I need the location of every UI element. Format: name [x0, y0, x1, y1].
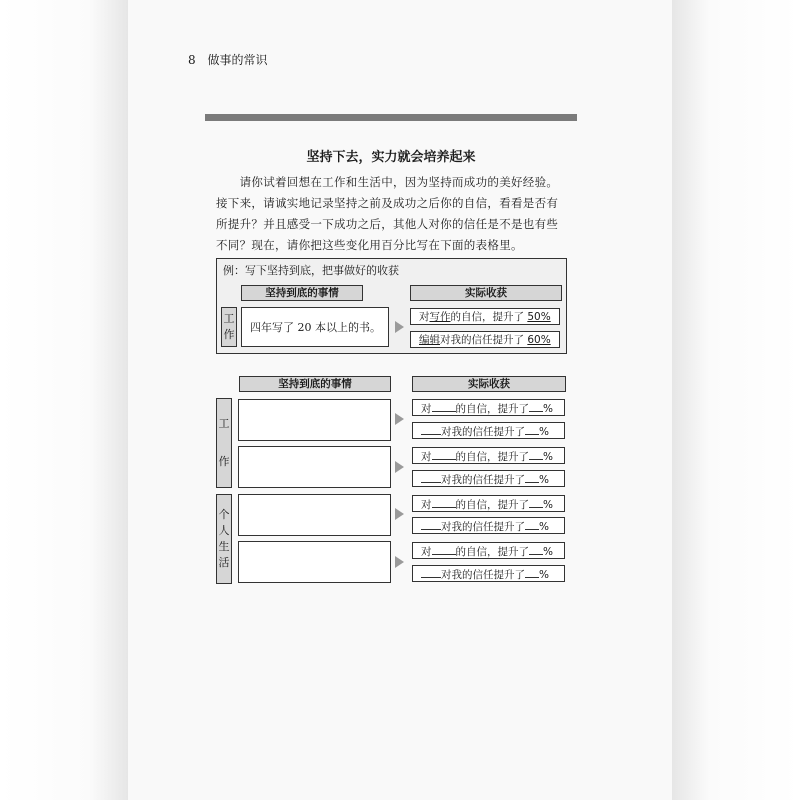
side-label-work: 工 作	[216, 398, 232, 488]
gain-confidence-line[interactable]: 对 的自信，提升了 %	[412, 495, 565, 512]
example-col1-header: 坚持到底的事情	[241, 285, 363, 301]
book-title: 做事的常识	[207, 53, 268, 67]
example-col2-header: 实际收获	[410, 285, 562, 301]
gain-trust-line[interactable]: 对我的信任提升了 %	[412, 565, 565, 582]
arrow-right-icon	[395, 461, 404, 473]
arrow-right-icon	[395, 321, 404, 333]
section-title: 坚持下去，实力就会培养起来	[306, 150, 476, 165]
example-title: 例：写下坚持到底，把事做好的收获	[223, 264, 399, 277]
intro-line: 请你试着回想在工作和生活中，因为坚持而成功的美好经验。	[216, 175, 559, 189]
intro-line: 所提升？并且感受一下成功之后，其他人对你的信任是不是也有些	[216, 217, 559, 231]
gain-confidence-line[interactable]: 对 的自信，提升了 %	[412, 542, 565, 559]
intro-line: 接下来，请诚实地记录坚持之前及成功之后你的自信，看看是否有	[216, 196, 559, 210]
arrow-right-icon	[395, 413, 404, 425]
example-gain-confidence: 对写作的自信，提升了 50%	[410, 308, 560, 325]
example-thing-box: 四年写了 20 本以上的书。	[241, 307, 389, 347]
thing-input-box[interactable]	[238, 494, 391, 536]
side-label-life: 个 人 生 活	[216, 494, 232, 584]
gain-trust-line[interactable]: 对我的信任提升了 %	[412, 470, 565, 487]
thing-input-box[interactable]	[238, 541, 391, 583]
intro-paragraph	[216, 172, 578, 256]
example-side-label: 工 作	[221, 307, 237, 347]
thing-input-box[interactable]	[238, 399, 391, 441]
form-col1-header: 坚持到底的事情	[239, 376, 391, 392]
gain-confidence-line[interactable]: 对 的自信，提升了 %	[412, 399, 565, 416]
gain-trust-line[interactable]: 对我的信任提升了 %	[412, 422, 565, 439]
example-box	[216, 258, 567, 354]
page-shadow-right	[672, 0, 800, 800]
book-page	[128, 0, 672, 800]
form-col2-header: 实际收获	[412, 376, 566, 392]
gain-trust-line[interactable]: 对我的信任提升了 %	[412, 517, 565, 534]
arrow-right-icon	[395, 508, 404, 520]
page-number: 8	[188, 53, 196, 67]
thing-input-box[interactable]	[238, 446, 391, 488]
gain-confidence-line[interactable]: 对 的自信，提升了 %	[412, 447, 565, 464]
example-gain-trust: 编辑对我的信任提升了 60%	[410, 331, 560, 348]
arrow-right-icon	[395, 556, 404, 568]
page-shadow-left	[0, 0, 128, 800]
running-header	[188, 51, 267, 68]
section-divider-bar	[205, 114, 577, 121]
intro-line: 不同？现在，请你把这些变化用百分比写在下面的表格里。	[216, 238, 523, 252]
